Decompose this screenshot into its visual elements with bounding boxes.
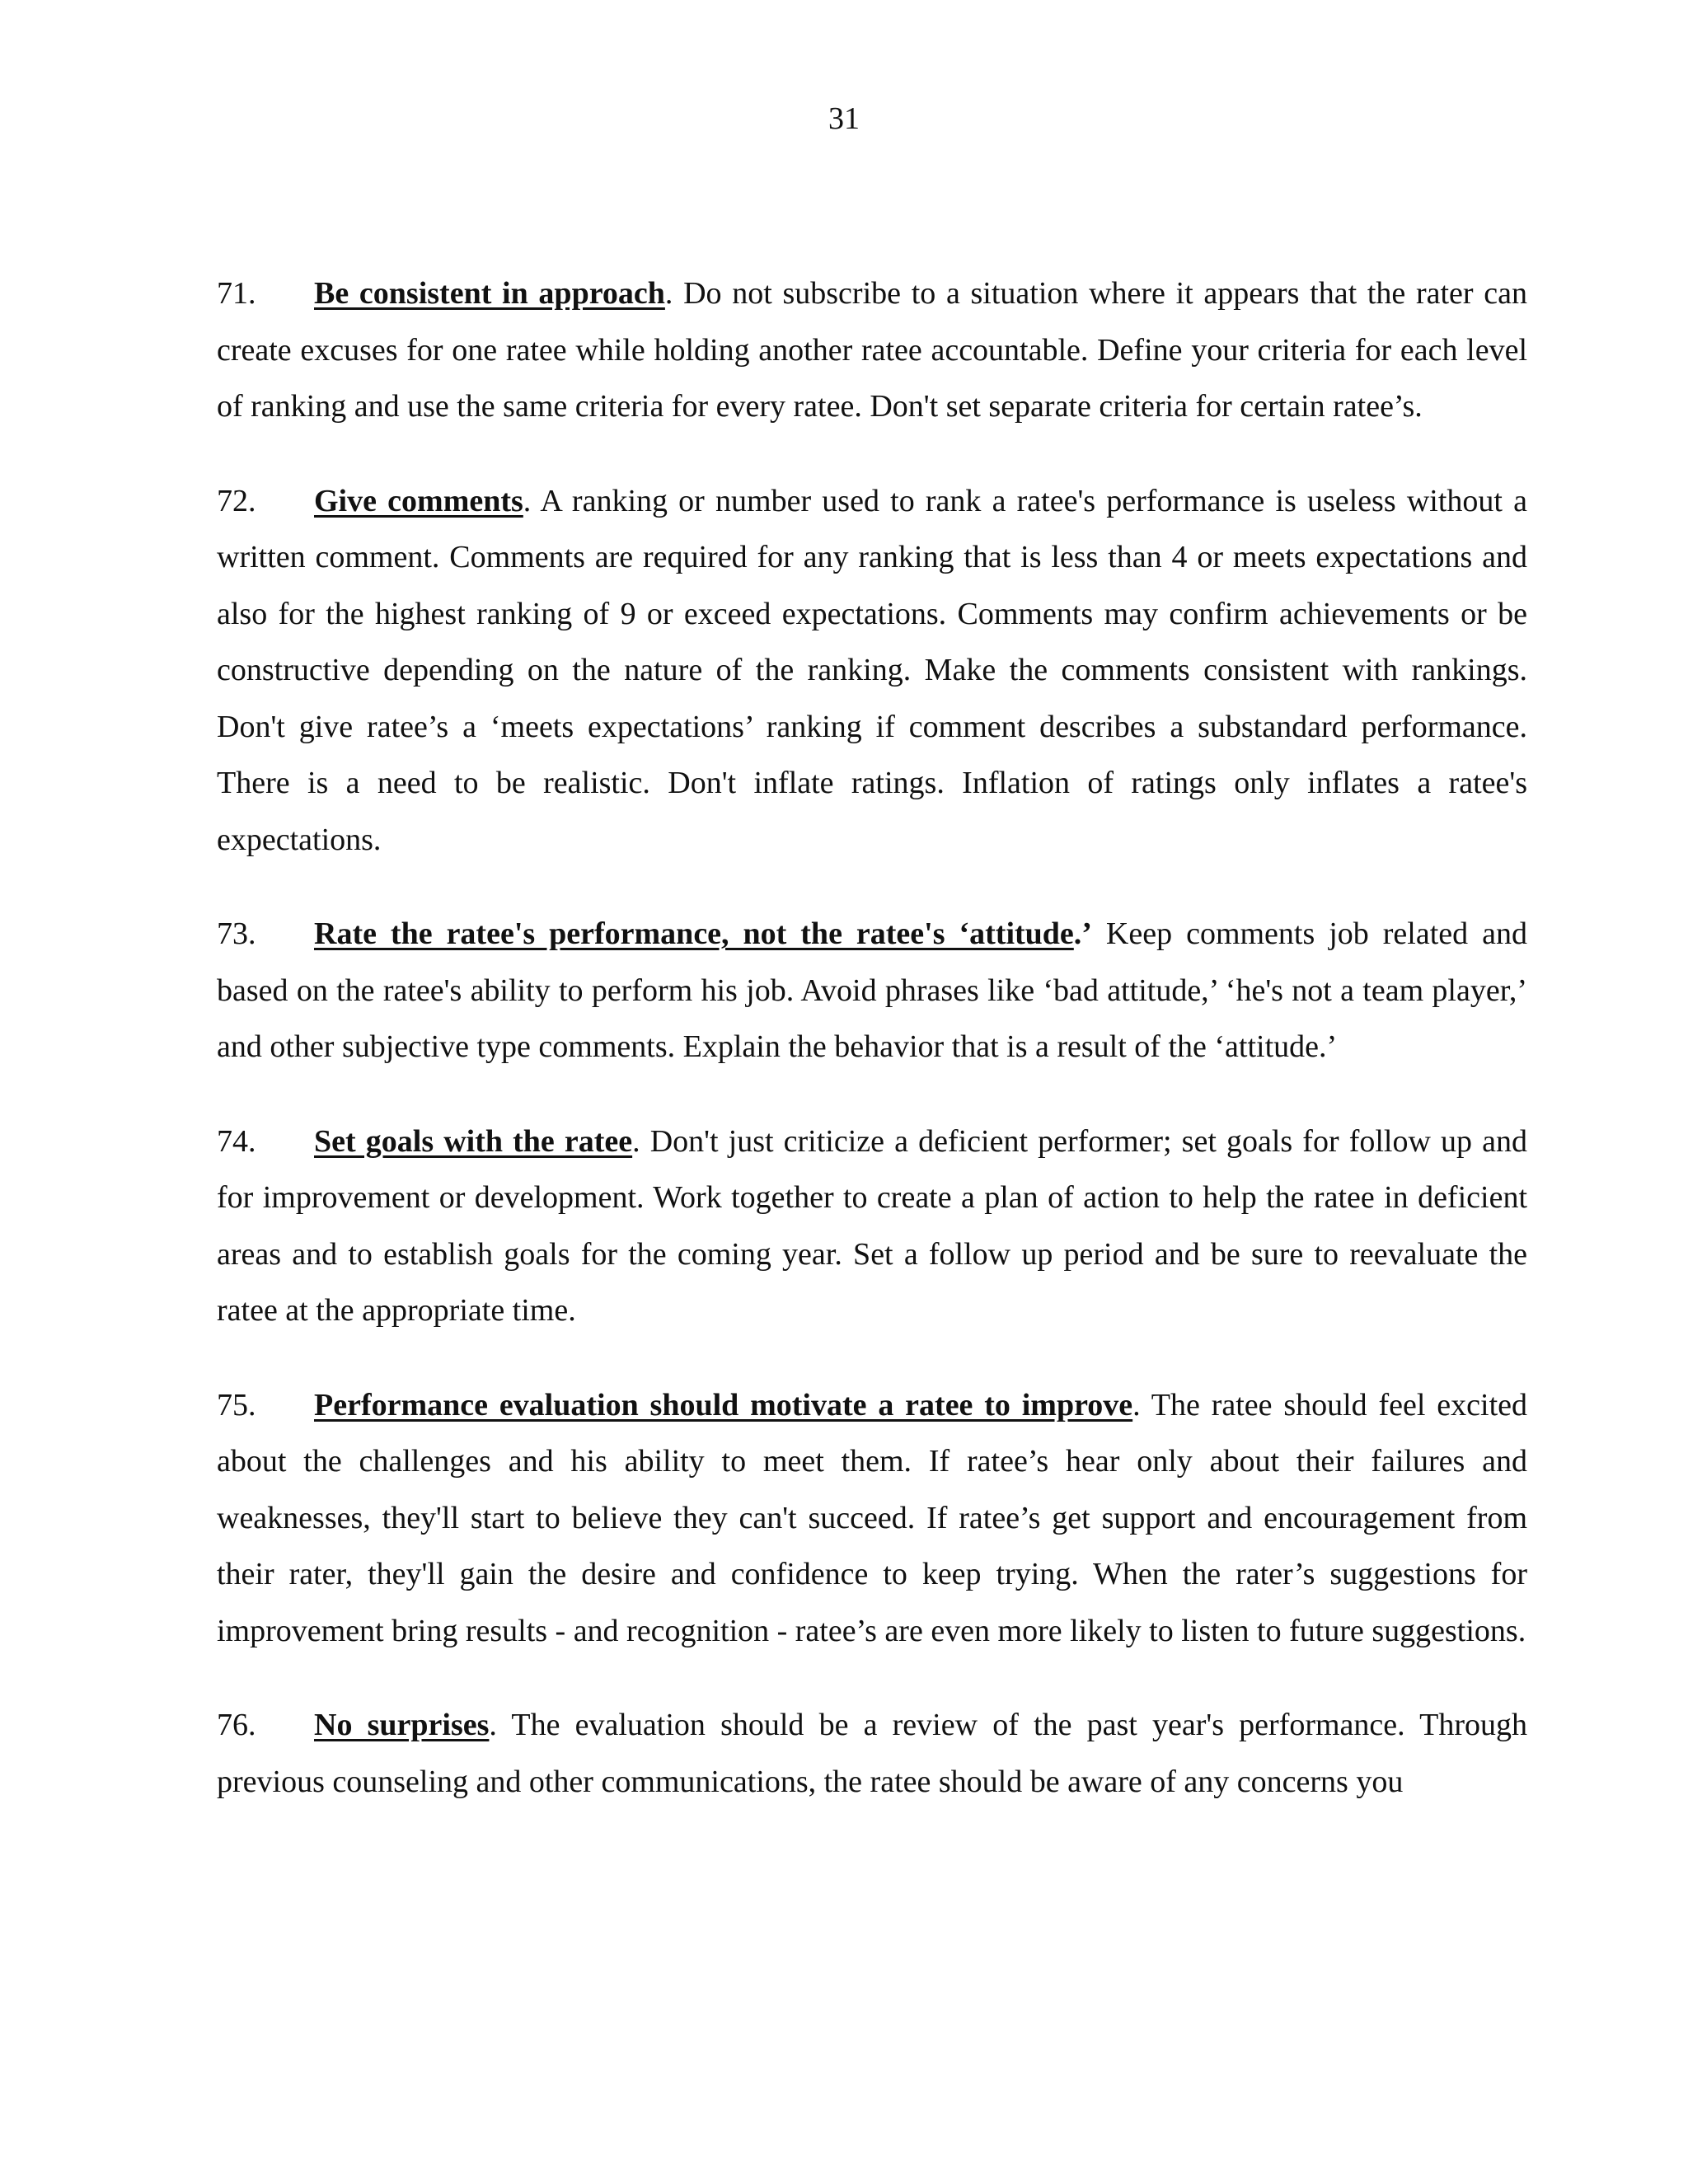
heading-trail: .’ [1073, 916, 1092, 951]
paragraph-heading: No surprises [314, 1708, 490, 1742]
paragraph-number: 72. [217, 483, 256, 518]
paragraph-text: . A ranking or number used to rank a ratee's performance is useless without a written comment. Comments are required for any ranking that is less than 4 or meets expectations and also for the highest ranking of 9 or exceed expectations. Comments may confirm achievements or be constructive depending on the nature of the ranking. Make the comments consistent with rankings. Don't give ratee’s a ‘meets expectations’ ranking if comment describes a substandard performance. There is a need to be realistic. Don't inflate ratings. Inflation of ratings only inflates a ratee's expectations. [217, 483, 1527, 857]
document-body [217, 265, 1527, 1848]
paragraph-number: 71. [217, 276, 256, 311]
paragraph-number: 75. [217, 1387, 256, 1422]
paragraph-heading: Set goals with the ratee [314, 1123, 633, 1159]
paragraph-text: . The ratee should feel excited about the challenges and his ability to meet them. If ratee’s hear only about their failures and weaknesses, they'll start to believe they can't succeed. If ratee’s get support and encouragement from their rater, they'll gain the desire and confidence to keep trying. When the rater’s suggestions for improvement bring results - and recognition - ratee’s are even more likely to listen to future suggestions. [217, 1387, 1527, 1648]
paragraph-text: Keep comments job related and based on the ratee's ability to perform his job. Avoid phrases like ‘bad attitude,’ ‘he's not a team player,’ and other subjective type comments. Explain the behavior that is a result of the ‘attitude.’ [217, 916, 1527, 1064]
paragraph-75 [217, 1377, 1527, 1660]
paragraph-72 [217, 473, 1527, 869]
paragraph-number: 74. [217, 1123, 256, 1159]
paragraph-heading: Be consistent in approach [314, 276, 665, 311]
paragraph-heading: Give comments [314, 483, 523, 518]
paragraph-heading: Performance evaluation should motivate a ratee to improve [314, 1387, 1133, 1422]
paragraph-76 [217, 1697, 1527, 1810]
paragraph-74 [217, 1113, 1527, 1339]
paragraph-text: . Don't just criticize a deficient performer; set goals for follow up and for improvement or development. Work together to create a plan of action to help the ratee in deficient areas and to establish goals for the coming year. Set a follow up period and be sure to reevaluate the ratee at the appropriate time. [217, 1123, 1527, 1328]
paragraph-number: 76. [217, 1708, 256, 1742]
paragraph-71 [217, 265, 1527, 435]
paragraph-number: 73. [217, 916, 256, 951]
paragraph-text: . Do not subscribe to a situation where it appears that the rater can create excuses for one ratee while holding another ratee accountable. Define your criteria for each level of ranking and use the same criteria for every ratee. Don't set separate criteria for certain ratee’s. [217, 276, 1527, 424]
paragraph-text: . The evaluation should be a review of the past year's performance. Through previous counseling and other communications, the ratee should be aware of any concerns you [217, 1708, 1528, 1799]
paragraph-73 [217, 906, 1527, 1076]
paragraph-heading: Rate the ratee's performance, not the ratee's ‘attitude [314, 916, 1074, 951]
page-number: 31 [828, 101, 860, 136]
